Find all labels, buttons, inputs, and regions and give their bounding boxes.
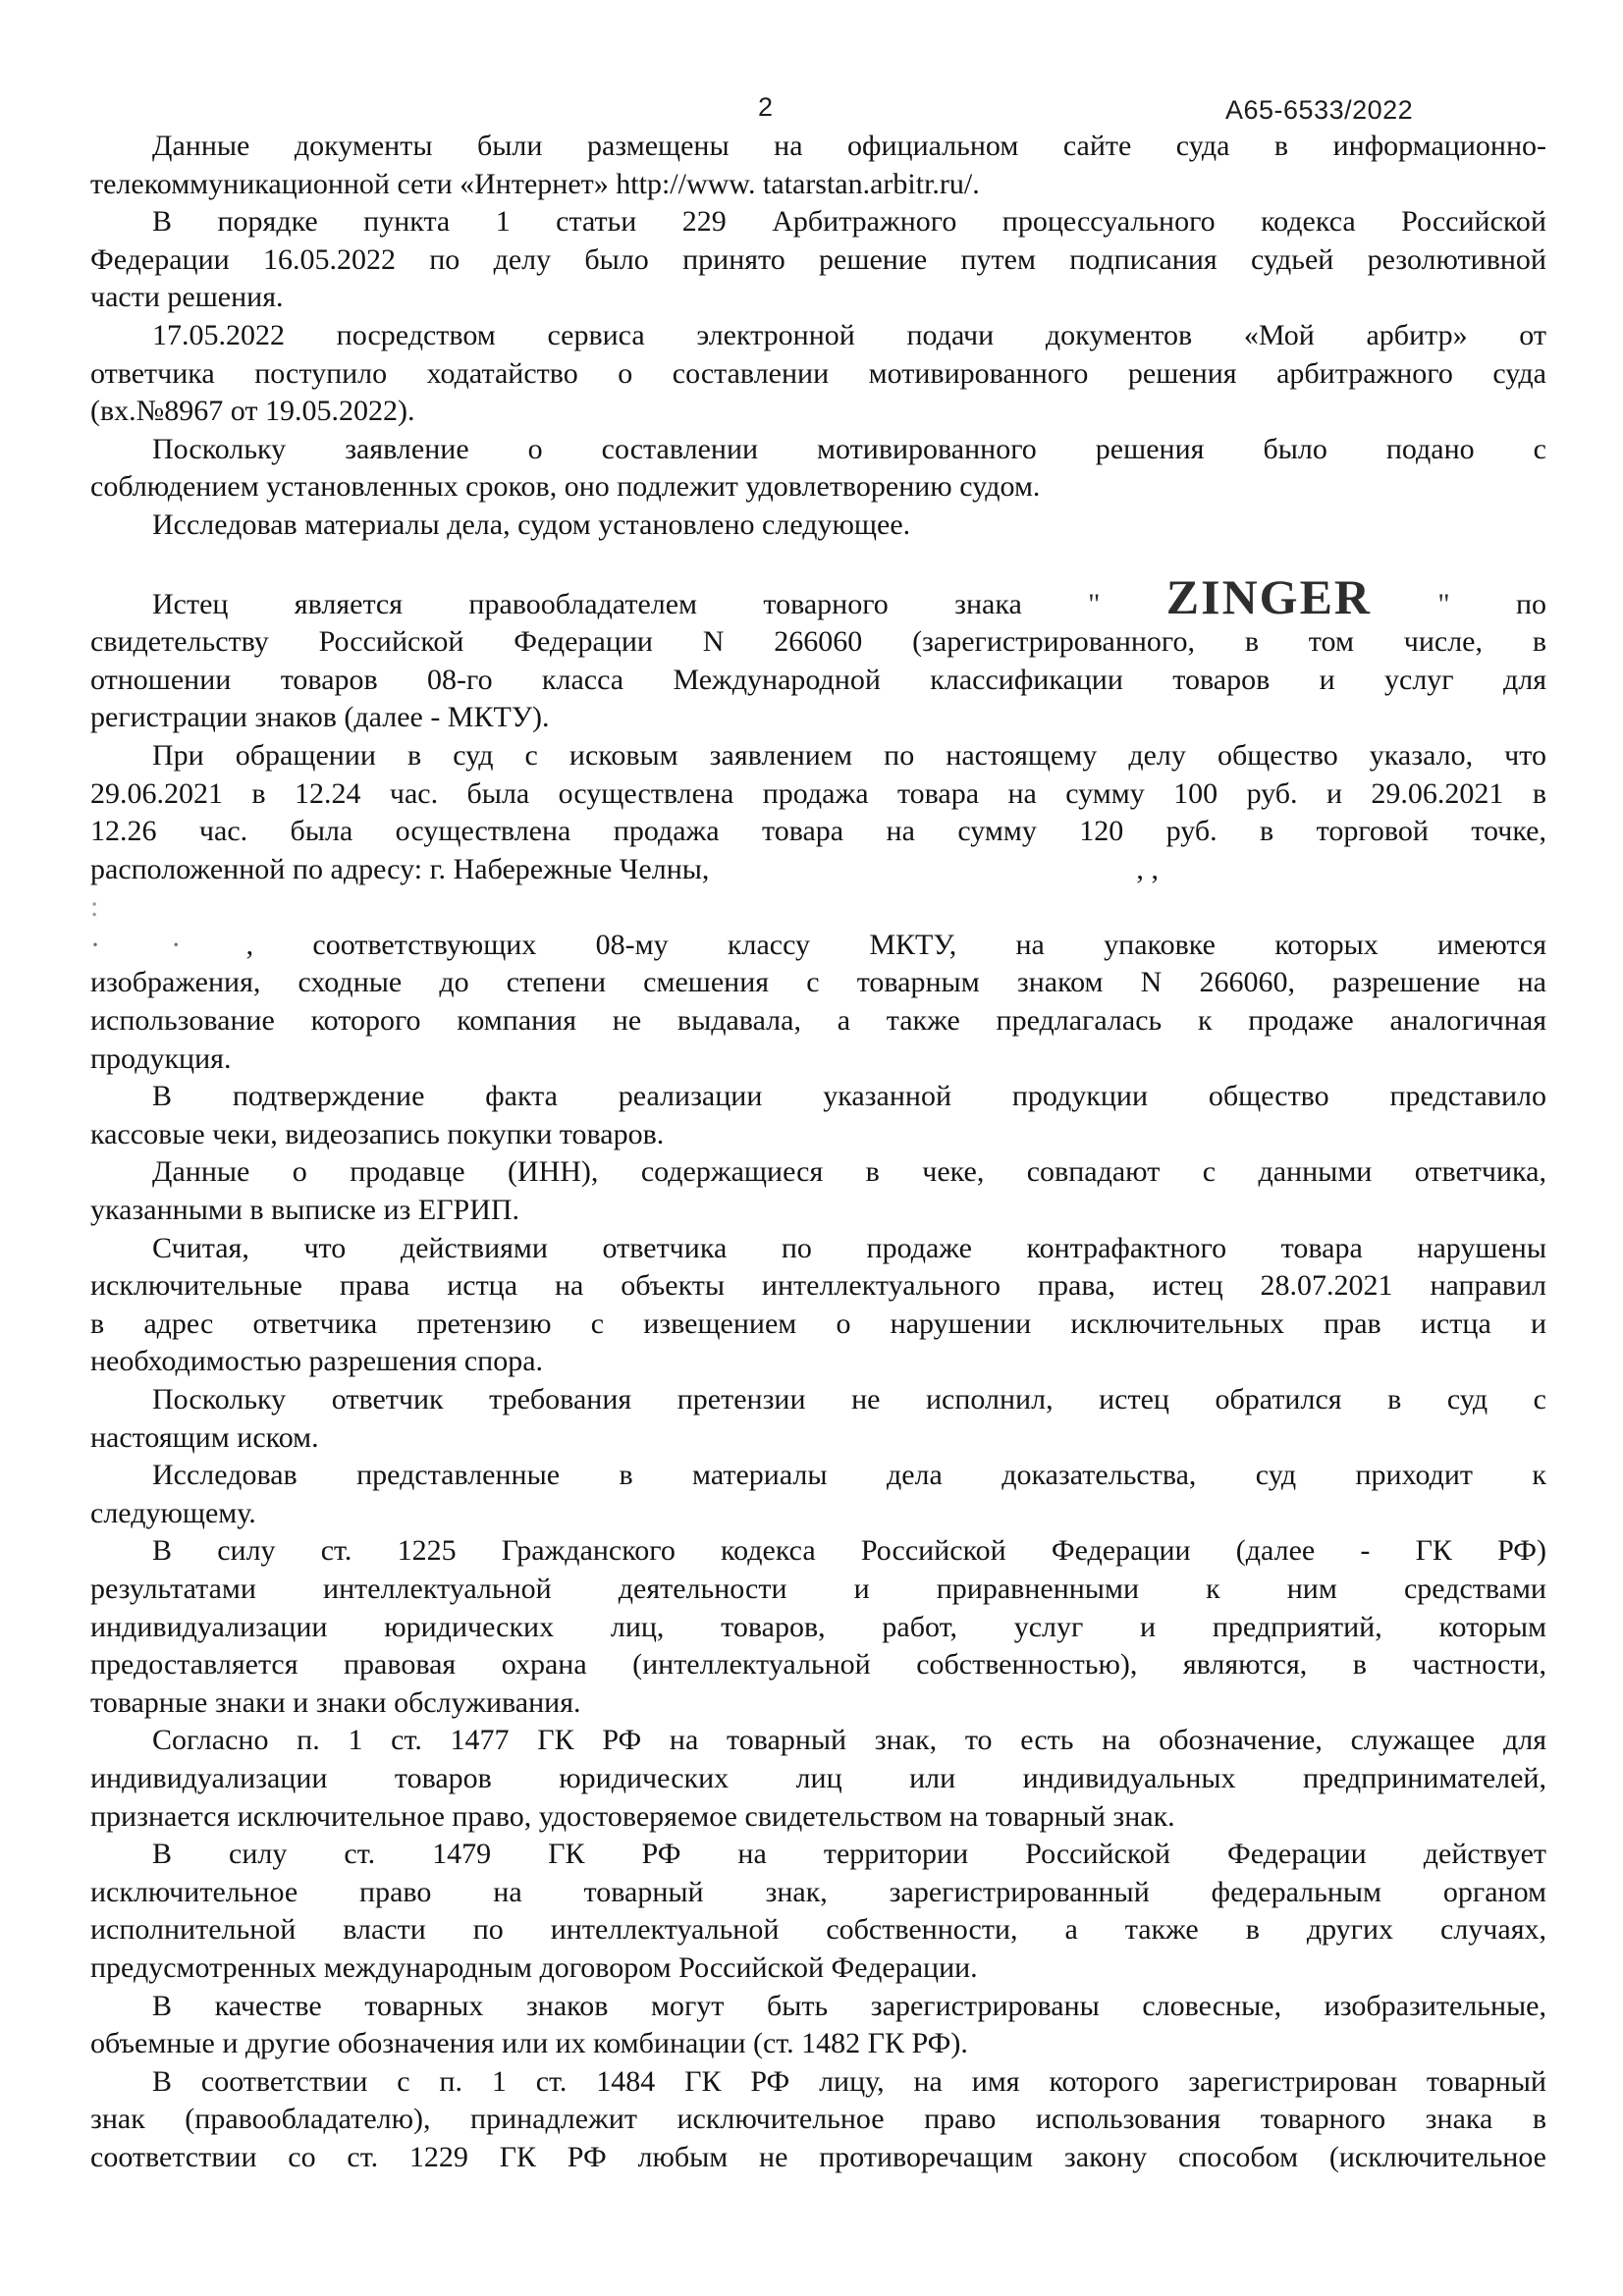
text-line: указанными в выписке из ЕГРИП. [90,1194,520,1227]
paragraph-materials-examined [90,507,1546,545]
case-number: А65-6533/2022 [1225,95,1414,125]
text-line: В силу ст. 1225 Гражданского кодекса Российской Федерации (далее - ГК РФ) [152,1534,1546,1568]
text-line: соответствии со ст. 1229 ГК РФ любым не противоречащим закону способом (исключительное [90,2140,1546,2173]
text-line: регистрации знаков (далее - МКТУ). [90,701,550,734]
trademark-line-text-after: по [1516,587,1547,620]
text-line: необходимостью разрешения спора. [90,1345,544,1378]
text-line: Поскольку заявление о составлении мотивированного решения было подано с [152,432,1546,465]
text-line: отношении товаров 08-го класса Международной классификации товаров и услуг для [90,663,1546,696]
text-line: Согласно п. 1 ст. 1477 ГК РФ на товарный знак, то есть на обозначение, служащее для [152,1724,1546,1757]
paragraph-lawsuit-filed [90,1381,1546,1457]
paragraph-gk-rf-1225 [90,1532,1546,1722]
text-line: следующему. [90,1496,256,1529]
text-line: (вх.№8967 от 19.05.2022). [90,395,415,428]
text-line: телекоммуникационной сети «Интернет» http://www. tatarstan.arbitr.ru/. [90,167,980,200]
text-line: в адрес ответчика претензию с извещением о нарушении исключительных прав истца и [90,1307,1546,1340]
text-line: индивидуализации товаров юридических лиц или индивидуальных предпринимателей, [90,1761,1546,1794]
text-line: свидетельству Российской Федерации N 266060 (зарегистрированного, в том числе, в [90,625,1546,659]
text-line: Данные документы были размещены на официальном сайте суда в информационно- [152,130,1546,162]
paragraph-sale-details [90,737,1546,1078]
paragraph-gk-rf-1479 [90,1836,1546,1987]
paragraph-motion-granted [90,431,1546,507]
paragraph-gk-rf-1482 [90,1988,1546,2063]
text-line: 29.06.2021 в 12.24 час. была осуществлена продажа товара на сумму 100 руб. и 29.06.2021 в [90,776,1546,810]
text-line: предусмотренных международным договором Российской Федерации. [90,1950,978,1984]
text-line: Данные о продавце (ИНН), содержащиеся в чеке, совпадают с данными ответчика, [152,1155,1546,1189]
text-line: При обращении в суд с исковым заявлением по настоящему делу общество указало, что [152,738,1546,772]
document-body [90,128,1546,2176]
redacted-goods-line [90,927,1546,965]
text-line: знак (правообладателю), принадлежит исключительное право использования товарного знака в [90,2103,1546,2136]
text-line: соблюдением установленных сроков, оно подлежит удовлетворению судом. [90,470,1041,504]
text-line: 17.05.2022 посредством сервиса электронной подачи документов «Мой арбитр» от [152,318,1546,351]
trademark-line-text-before: Истец является правообладателем товарного знака [152,587,1022,620]
address-text: расположенной по адресу: г. Набережные Челны, [90,852,710,885]
text-line: Считая, что действиями ответчика по продаже контрафактного товара нарушены [152,1231,1546,1264]
text-line: исполнительной власти по интеллектуальной собственности, а также в других случаях, [90,1913,1546,1947]
text-line: В подтверждение факта реализации указанной продукции общество представило [152,1080,1546,1113]
zinger-wordmark: ZINGER [1165,568,1373,624]
text-line: объемные и другие обозначения или их комбинации (ст. 1482 ГК РФ). [90,2027,968,2060]
paragraph-resolution-signed [90,203,1546,317]
text-line: продукция. [90,1041,232,1075]
text-line: В порядке пункта 1 статьи 229 Арбитражного процессуального кодекса Российской [152,205,1546,239]
text-line: Исследовав материалы дела, судом установлено следующее. [152,507,911,541]
paragraph-trademark-ownership [90,568,1547,737]
paragraph-court-conclusion-intro [90,1457,1546,1532]
paragraph-motion-filed [90,317,1546,431]
redaction-remnant-dots: · · [90,928,188,961]
redaction-gap [709,878,1136,879]
text-line: Поскольку ответчик требования претензии не исполнил, истец обратился в суд с [152,1383,1546,1415]
trademark-line [90,568,1547,624]
text-line: ответчика поступило ходатайство о составлении мотивированного решения арбитражного суда [90,356,1546,390]
redaction-gap [1159,878,1546,879]
text-line: Исследовав представленные в материалы дела доказательства, суд приходит к [152,1459,1546,1492]
text-line: части решения. [90,281,284,314]
page-number: 2 [758,92,774,122]
text-line: изображения, сходные до степени смешения с товарным знаком N 266060, разрешение на [90,966,1546,999]
paragraph-inn-match [90,1153,1546,1229]
redaction-remnant-colon: : [90,890,99,924]
trademark-open-quote: " [1088,587,1101,620]
paragraph-gk-rf-1484 [90,2063,1546,2177]
text-line: кассовые чеки, видеозапись покупки товаров. [90,1117,665,1150]
paragraph-publication [90,128,1546,203]
text-line: 12.26 час. была осуществлена продажа товара на сумму 120 руб. в торговой точке, [90,815,1546,848]
redacted-address-line [90,851,1546,927]
text-line: предоставляется правовая охрана (интеллектуальной собственностью), являются, в частности, [90,1648,1546,1682]
text-line: индивидуализации юридических лиц, товаров, работ, услуг и предприятий, которым [90,1610,1546,1643]
text-line: настоящим иском. [90,1420,319,1454]
paragraph-evidence [90,1078,1546,1153]
text-line: признается исключительное право, удостоверяемое свидетельством на товарный знак. [90,1799,1175,1833]
text-line: результатами интеллектуальной деятельности и приравненными к ним средствами [90,1572,1546,1605]
redaction-remnant-commas: , , [1136,852,1159,885]
text-line: исключительное право на товарный знак, зарегистрированный федеральным органом [90,1875,1546,1908]
mktu-text: , соответствующих 08-му классу МКТУ, на упаковке которых имеются [245,928,1547,961]
text-line: товарные знаки и знаки обслуживания. [90,1685,581,1719]
text-line: исключительные права истца на объекты интеллектуального права, истец 28.07.2021 направил [90,1269,1546,1303]
text-line: В качестве товарных знаков могут быть зарегистрированы словесные, изобразительные, [152,1989,1546,2022]
text-line: В соответствии с п. 1 ст. 1484 ГК РФ лицу, на имя которого зарегистрирован товарный [152,2064,1546,2098]
text-line: использование которого компания не выдавала, а также предлагалась к продаже аналогичная [90,1004,1546,1038]
trademark-close-quote: " [1437,587,1450,620]
text-line: В силу ст. 1479 ГК РФ на территории Российской Федерации действует [152,1838,1546,1871]
paragraph-claim-letter [90,1230,1546,1381]
paragraph-gk-rf-1477 [90,1722,1546,1836]
text-line: Федерации 16.05.2022 по делу было принято решение путем подписания судьей резолютивной [90,242,1546,276]
